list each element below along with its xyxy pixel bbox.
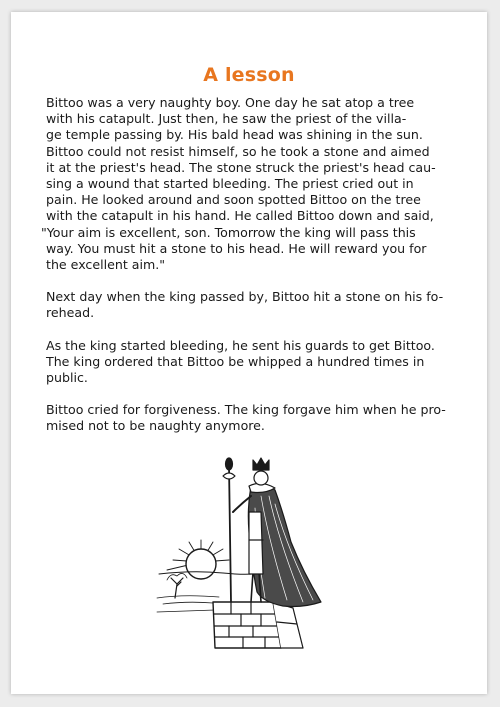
story-paragraph-3 bbox=[46, 338, 466, 387]
king-tunic bbox=[249, 512, 263, 574]
scepter bbox=[223, 458, 235, 602]
text-line: mised not to be naughty anymore. bbox=[46, 418, 265, 434]
text-line: "Your aim is excellent, son. Tomorrow the king will pass this bbox=[41, 224, 416, 240]
story-text bbox=[41, 95, 466, 451]
text-line: ge temple passing by. His bald head was shining in the sun. bbox=[46, 127, 423, 143]
text-line: the excellent aim." bbox=[46, 257, 166, 273]
stone-wall bbox=[213, 602, 303, 648]
king-head bbox=[254, 471, 268, 485]
text-line: with his catapult. Just then, he saw the priest of the villa- bbox=[46, 111, 407, 127]
story-paragraph-1 bbox=[41, 95, 466, 273]
text-line: Bittoo could not resist himself, so he took a stone and aimed bbox=[46, 143, 430, 159]
text-line: way. You must hit a stone to his head. He will reward you for bbox=[46, 240, 427, 256]
crown-icon bbox=[253, 458, 269, 470]
text-line: Bittoo cried for forgiveness. The king forgave him when he pro- bbox=[46, 402, 446, 418]
worksheet-page bbox=[11, 12, 487, 694]
king-with-scepter-illustration bbox=[153, 452, 343, 652]
text-line: it at the priest's head. The stone struck the priest's head cau- bbox=[46, 159, 436, 175]
sun bbox=[186, 549, 216, 579]
text-line: rehead. bbox=[46, 305, 95, 321]
text-line: Bittoo was a very naughty boy. One day he sat atop a tree bbox=[46, 95, 415, 110]
story-title: A lesson bbox=[203, 64, 295, 86]
text-line: pain. He looked around and soon spotted Bittoo on the tree bbox=[46, 192, 421, 208]
text-line: The king ordered that Bittoo be whipped a hundred times in bbox=[46, 353, 425, 369]
text-line: Next day when the king passed by, Bittoo hit a stone on his fo- bbox=[46, 289, 444, 305]
small-tree bbox=[167, 573, 187, 598]
text-line: with the catapult in his hand. He called Bittoo down and said, bbox=[46, 208, 434, 224]
text-line: As the king started bleeding, he sent his guards to get Bittoo. bbox=[46, 337, 435, 353]
text-line: public. bbox=[46, 370, 88, 386]
text-line: sing a wound that started bleeding. The priest cried out in bbox=[46, 176, 414, 192]
story-paragraph-2 bbox=[46, 289, 466, 321]
story-paragraph-4 bbox=[46, 402, 466, 434]
ground bbox=[157, 596, 219, 612]
